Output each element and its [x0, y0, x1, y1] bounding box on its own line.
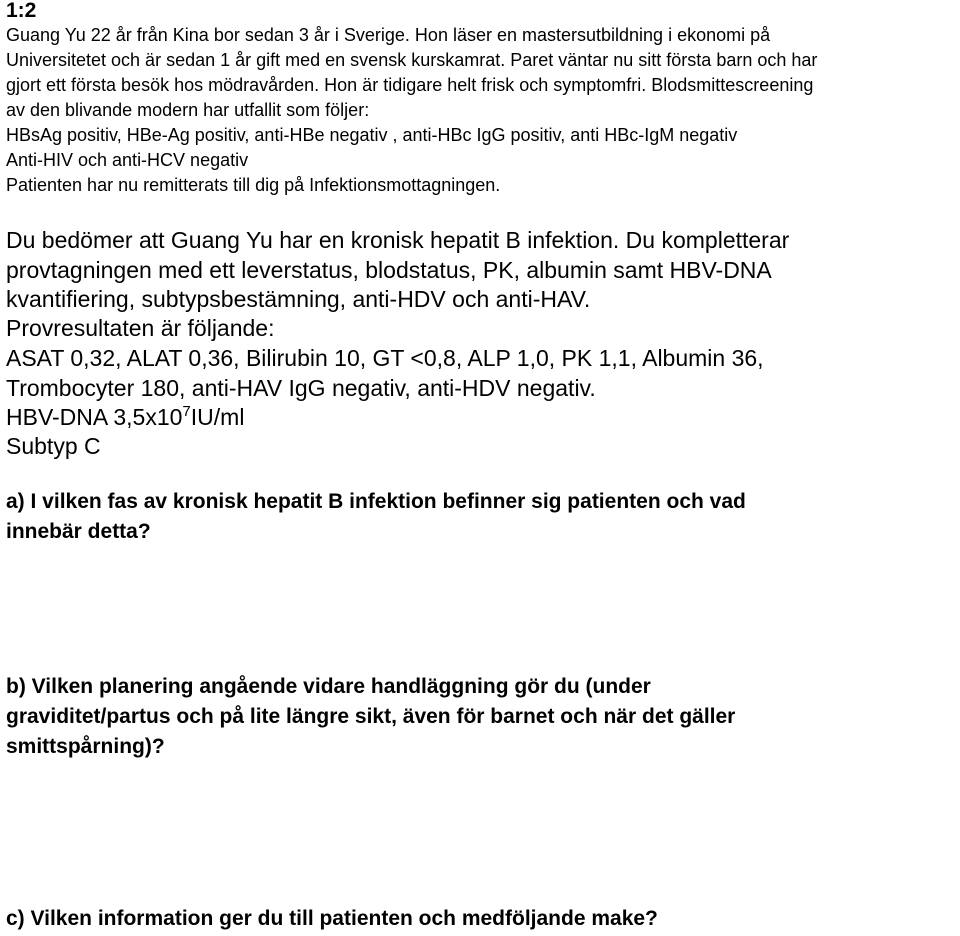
question-b-line: b) Vilken planering angående vidare handläggning gör du (under	[6, 675, 651, 698]
question-b-line: graviditet/partus och på lite längre sikt, även för barnet och när det gäller	[6, 705, 736, 728]
hbv-dna-line	[6, 403, 244, 432]
assessment-line: Du bedömer att Guang Yu har en kronisk hepatit B infektion. Du kompletterar	[6, 227, 790, 253]
lab-results-line: Trombocyter 180, anti-HAV IgG negativ, anti-HDV negativ.	[6, 375, 596, 401]
hbv-dna-label: HBV-DNA 3,5x10	[6, 404, 183, 430]
case-number: 1:2	[6, 0, 37, 22]
question-c-line: c) Vilken information ger du till patienten och medföljande make?	[6, 907, 658, 930]
lab-results-line: ASAT 0,32, ALAT 0,36, Bilirubin 10, GT <0,8, ALP 1,0, PK 1,1, Albumin 36,	[6, 345, 764, 371]
serology-line: Anti-HIV och anti-HCV negativ	[6, 150, 249, 170]
serology-line: HBsAg positiv, HBe-Ag positiv, anti-HBe negativ , anti-HBc IgG positiv, anti HBc-IgM negativ	[6, 125, 738, 145]
question-b-line: smittspårning)?	[6, 735, 165, 758]
intro-line: Guang Yu 22 år från Kina bor sedan 3 år i Sverige. Hon läser en mastersutbildning i ekonomi på	[6, 25, 771, 45]
question-a-line: a) I vilken fas av kronisk hepatit B infektion befinner sig patienten och vad	[6, 490, 746, 513]
assessment-line: kvantifiering, subtypsbestämning, anti-HDV och anti-HAV.	[6, 286, 591, 312]
hbv-dna-unit: IU/ml	[190, 404, 245, 430]
assessment-line: provtagningen med ett leverstatus, blodstatus, PK, albumin samt HBV-DNA	[6, 257, 772, 283]
hbv-dna-exponent: 7	[182, 403, 191, 420]
results-heading: Provresultaten är följande:	[6, 315, 275, 341]
intro-line: av den blivande modern har utfallit som följer:	[6, 100, 370, 120]
question-a-line: innebär detta?	[6, 520, 151, 543]
referral-line: Patienten har nu remitterats till dig på Infektionsmottagningen.	[6, 175, 501, 195]
intro-line: Universitetet och är sedan 1 år gift med en svensk kurskamrat. Paret väntar nu sitt första barn och har	[6, 50, 818, 70]
subtype-line: Subtyp C	[6, 433, 101, 459]
intro-line: gjort ett första besök hos mödravården. Hon är tidigare helt frisk och symptomfri. Blodsmittescreening	[6, 75, 814, 95]
